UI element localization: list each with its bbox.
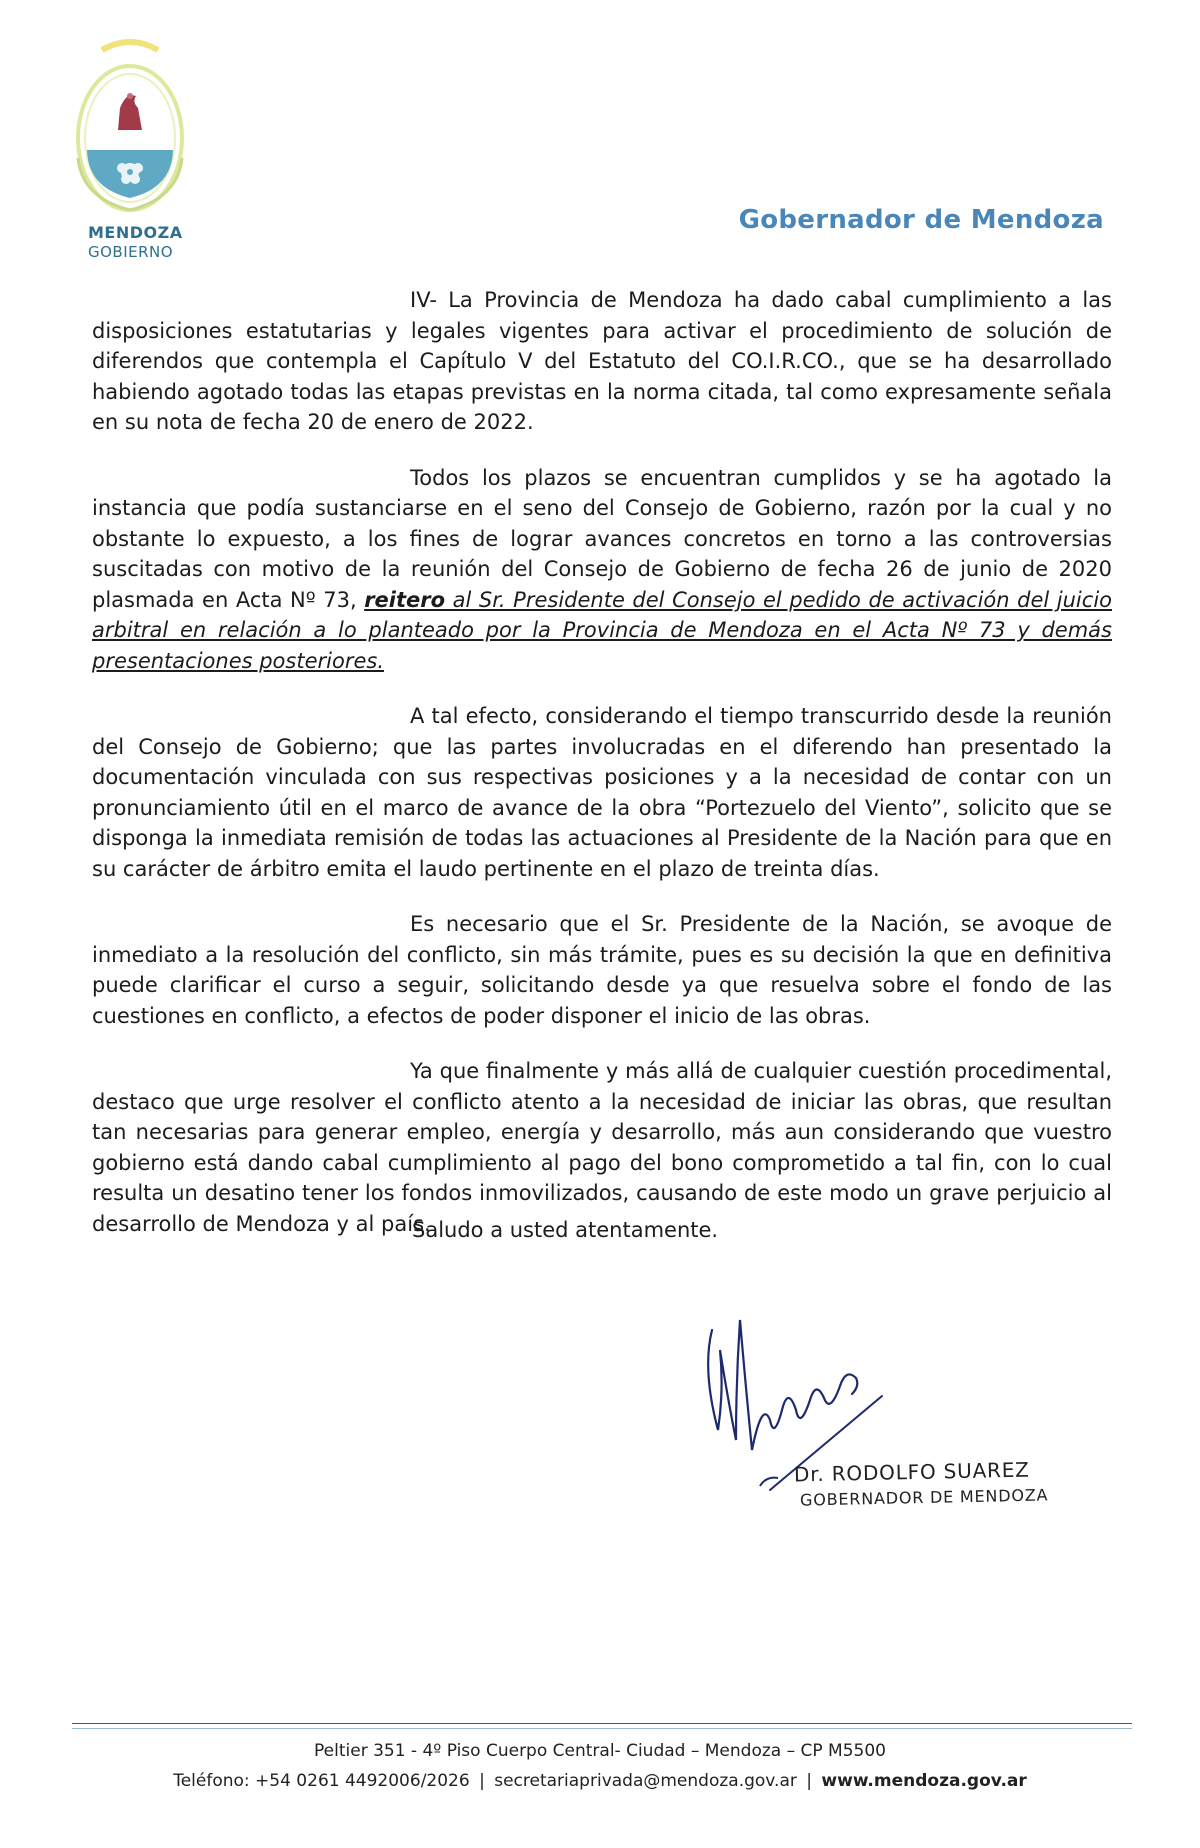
paragraph-5: Ya que finalmente y más allá de cualquier cuestión procedimental, destaco que urge resolver el conflicto atento a la necesidad de iniciar las obras, que resultan tan necesarias para generar empleo, energía y desarrollo, más aun considerando que vuestro gobierno está dando cabal cumplimiento al pago del bono comprometido a tal fin, con lo cual resulta un desatino tener los fondos inmovilizados, causando de este modo un grave perjuicio al desarrollo de Mendoza y al país.	[92, 1059, 1112, 1236]
paragraph-4: Es necesario que el Sr. Presidente de la Nación, se avoque de inmediato a la resolución del conflicto, sin más trámite, pues es su decisión la que en definitiva puede clarificar el curso a seguir, solicitando desde ya que resuelva sobre el fondo de las cuestiones en conflicto, a efectos de poder disponer el inicio de las obras.	[92, 912, 1112, 1028]
footer-separator: |	[479, 1771, 485, 1791]
footer-website-link[interactable]: www.mendoza.gov.ar	[821, 1771, 1027, 1791]
footer-divider	[72, 1723, 1132, 1724]
paragraph-2-emphasis-bold: reitero	[364, 587, 446, 612]
footer-email-link[interactable]: secretariaprivada@mendoza.gov.ar	[494, 1771, 797, 1791]
signatory-name: Dr. RODOLFO SUAREZ	[793, 1457, 1030, 1487]
footer-separator: |	[806, 1771, 812, 1791]
paragraph-1: IV- La Provincia de Mendoza ha dado cabal cumplimiento a las disposiciones estatutarias y legales vigentes para activar el procedimiento de solución de diferendos que contempla el Capítulo V del Estatuto del CO.I.R.CO., que se ha desarrollado habiendo agotado todas las etapas previstas en la norma citada, tal como expresamente señala en su nota de fecha 20 de enero de 2022.	[92, 288, 1112, 434]
paragraph-2	[92, 463, 1112, 677]
closing-salutation: Saludo a usted atentamente.	[412, 1218, 719, 1242]
logo-name: MENDOZA	[88, 223, 183, 242]
paragraph-3: A tal efecto, considerando el tiempo transcurrido desde la reunión del Consejo de Gobierno; que las partes involucradas en el diferendo han presentado la documentación vinculada con sus respectivas posiciones y a la necesidad de contar con un pronunciamiento útil en el marco de avance de la obra “Portezuelo del Viento”, solicito que se disponga la inmediata remisión de todas las actuaciones al Presidente de la Nación para que en su carácter de árbitro emita el laudo pertinente en el plazo de treinta días.	[92, 704, 1112, 881]
letter-body	[92, 285, 1112, 1264]
logo-subtitle: GOBIERNO	[88, 243, 174, 261]
footer-phone: Teléfono: +54 0261 4492006/2026	[173, 1771, 470, 1791]
coat-of-arms-icon	[60, 38, 200, 228]
letterhead-title: Gobernador de Mendoza	[738, 205, 1104, 235]
paragraph-2-text: Todos los plazos se encuentran cumplidos y se ha agotado la instancia que podía sustanciarse en el seno del Consejo de Gobierno, razón por la cual y no obstante lo expuesto, a los fines de lograr avances concretos en torno a las controversias suscitadas con motivo de la reunión del Consejo de Gobierno de fecha 26 de junio de 2020 plasmada en Acta Nº 73,	[92, 465, 1112, 612]
footer-divider-secondary	[72, 1728, 1132, 1729]
signatory-title: GOBERNADOR DE MENDOZA	[799, 1485, 1049, 1510]
paragraph-2-emphasis-italic: al Sr. Presidente del Consejo el pedido de activación del juicio arbitral en relación a lo planteado por la Provincia de Mendoza en el Acta Nº 73 y demás presentaciones posteriores.	[92, 587, 1112, 673]
footer-address: Peltier 351 - 4º Piso Cuerpo Central- Ciudad – Mendoza – CP M5500	[314, 1741, 886, 1761]
footer-contact	[0, 1771, 1200, 1791]
